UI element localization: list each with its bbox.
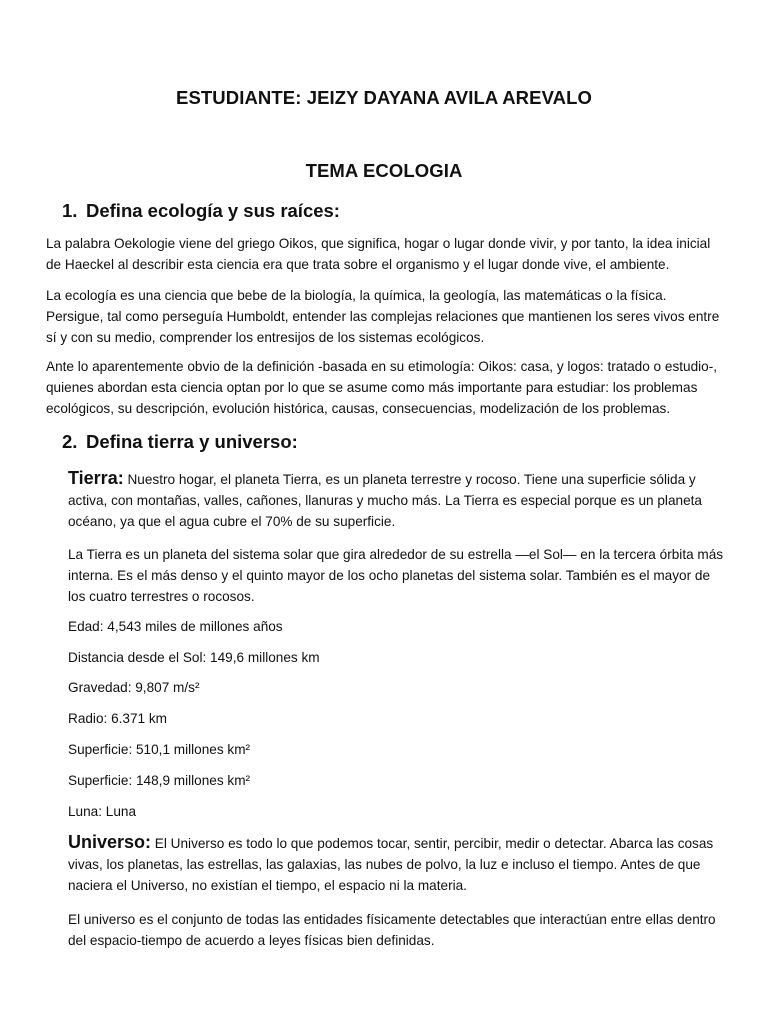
fact-radio: Radio: 6.371 km [68, 711, 167, 726]
student-name-title: ESTUDIANTE: JEIZY DAYANA AVILA AREVALO [176, 87, 592, 108]
universo-intro-paragraph [68, 832, 724, 896]
tierra-intro-text: Nuestro hogar, el planeta Tierra, es un planeta terrestre y rocoso. Tiene una superficie sólida y activa, con montañas, valles, cañones, llanuras y mucho más. La Tierra es especial porque es un planeta océano, ya que el agua cubre el 70% de su superficie. [68, 472, 702, 529]
question-1-heading [62, 200, 340, 222]
universo-intro-text: El Universo es todo lo que podemos tocar, sentir, percibir, medir o detectar. Abarca las cosas vivas, los planetas, las estrellas, las galaxias, las nubes de polvo, la luz e incluso el tiempo. Antes de que naciera el Universo, no existían el tiempo, el espacio ni la materia. [68, 836, 714, 893]
fact-edad: Edad: 4,543 miles de millones años [68, 619, 283, 634]
fact-superficie-2: Superficie: 148,9 millones km² [68, 773, 251, 788]
fact-distancia: Distancia desde el Sol: 149,6 millones km [68, 650, 320, 665]
tierra-intro-paragraph [68, 468, 724, 532]
universo-term: Universo: [68, 832, 152, 852]
question-2-number: 2. [62, 431, 78, 452]
universo-paragraph-2: El universo es el conjunto de todas las entidades físicamente detectables que interactúan entre ellas dentro del espacio-tiempo de acuerdo a leyes físicas bien definidas. [68, 912, 716, 948]
topic-title: TEMA ECOLOGIA [305, 160, 463, 181]
tierra-term: Tierra: [68, 468, 124, 488]
ecology-paragraph-3: Ante lo aparentemente obvio de la definición -basada en su etimología: Oikos: casa, y logos: tratado o estudio-, quienes abordan esta ciencia optan por lo que se asume como más importante para estudiar: los problemas ecológicos, su descripción, evolución histórica, causas, consecuencias, modelización de los problemas. [46, 359, 718, 416]
tierra-paragraph-2: La Tierra es un planeta del sistema solar que gira alrededor de su estrella —el Sol— en la tercera órbita más interna. Es el más denso y el quinto mayor de los ocho planetas del sistema solar. También es el mayor de los cuatro terrestres o rocosos. [68, 547, 724, 604]
fact-luna: Luna: Luna [68, 804, 137, 819]
fact-gravedad: Gravedad: 9,807 m/s² [68, 680, 200, 695]
fact-superficie-1: Superficie: 510,1 millones km² [68, 742, 251, 757]
question-2-text: Defina tierra y universo: [86, 431, 298, 452]
ecology-paragraph-1: La palabra Oekologie viene del griego Oikos, que significa, hogar o lugar donde vivir, y por tanto, la idea inicial de Haeckel al describir esta ciencia era que trata sobre el organismo y el lugar donde vive, el ambiente. [46, 236, 711, 272]
ecology-paragraph-2: La ecología es una ciencia que bebe de la biología, la química, la geología, las matemáticas o la física. Persigue, tal como perseguía Humboldt, entender las complejas relaciones que mantienen los seres vivos entre sí y con su medio, comprender los entresijos de los sistemas ecológicos. [46, 288, 720, 345]
question-1-text: Defina ecología y sus raíces: [86, 200, 340, 221]
question-2-heading [62, 431, 298, 453]
question-1-number: 1. [62, 200, 78, 221]
